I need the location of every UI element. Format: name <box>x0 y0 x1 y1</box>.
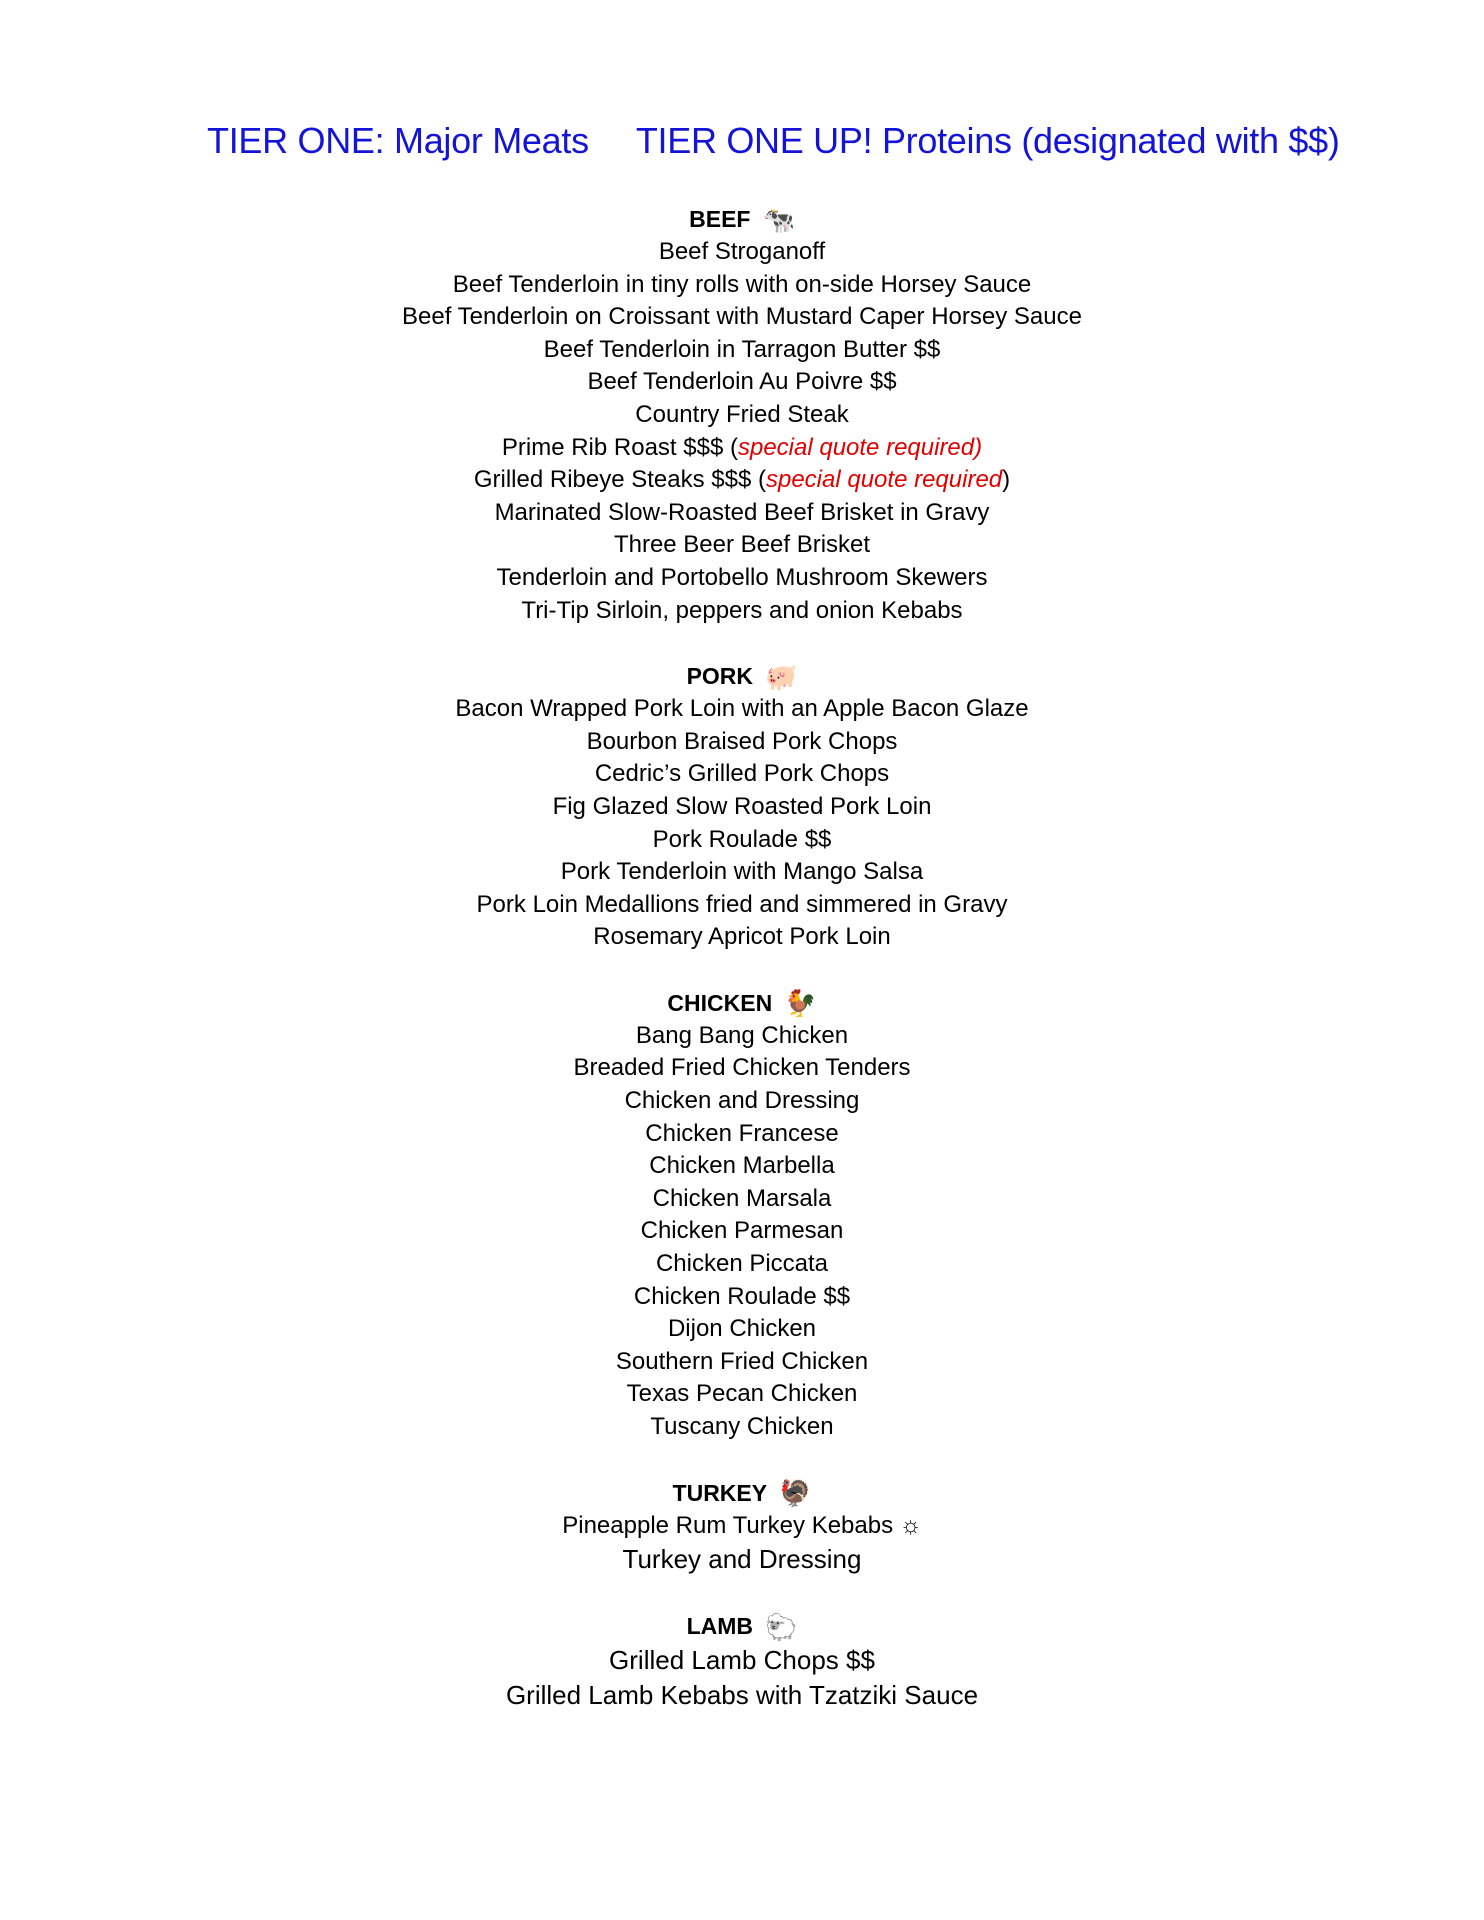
menu-item-text: Country Fried Steak <box>635 400 849 428</box>
menu-item-text: Bacon Wrapped Pork Loin with an Apple Bacon Glaze <box>455 695 1029 723</box>
section-lamb <box>0 1610 1484 1713</box>
menu-item <box>0 432 1484 465</box>
menu-item <box>0 1346 1484 1379</box>
menu-item <box>0 1678 1484 1713</box>
menu-item-text: Grilled Lamb Kebabs with Tzatziki Sauce <box>505 1680 979 1711</box>
menu-item-text: Tenderloin and Portobello Mushroom Skewers <box>496 563 988 591</box>
section-title: LAMB <box>686 1613 754 1640</box>
page-title <box>207 120 1378 162</box>
menu-item-text: Beef Tenderloin on Croissant with Mustard Caper Horsey Sauce <box>402 303 1082 331</box>
menu-item <box>0 1085 1484 1118</box>
menu-item-text: Chicken Francese <box>645 1119 839 1147</box>
menu-item <box>0 1643 1484 1678</box>
menu-item <box>0 1281 1484 1314</box>
section-turkey <box>0 1477 1484 1578</box>
menu-item <box>0 758 1484 791</box>
menu-item-text: Bourbon Braised Pork Chops <box>586 727 898 755</box>
section-heading-lamb <box>0 1610 1484 1643</box>
menu-item-text: Pork Loin Medallions fried and simmered in Gravy <box>476 890 1008 918</box>
menu-item-text: Tri-Tip Sirloin, peppers and onion Kebabs <box>521 596 963 624</box>
menu-item <box>0 1118 1484 1151</box>
chicken-icon: 🐓 <box>784 988 817 1019</box>
menu-item-text: Breaded Fried Chicken Tenders <box>573 1054 911 1082</box>
menu-item-text: Southern Fried Chicken <box>615 1347 869 1375</box>
menu-item <box>0 562 1484 595</box>
menu-item-text: Grilled Ribeye Steaks $$$ ( <box>473 466 766 494</box>
section-heading-chicken <box>0 987 1484 1020</box>
menu-item <box>0 529 1484 562</box>
menu-item <box>0 1020 1484 1053</box>
menu-list <box>0 203 1484 1746</box>
menu-item <box>0 236 1484 269</box>
special-quote-note: special quote required) <box>737 433 983 461</box>
menu-item-suffix: ) <box>1002 466 1011 494</box>
menu-item <box>0 464 1484 497</box>
menu-item-text: Prime Rib Roast $$$ ( <box>501 433 738 461</box>
menu-item <box>0 1510 1484 1543</box>
pig-icon: 🐖 <box>765 661 798 692</box>
section-heading-beef <box>0 203 1484 236</box>
menu-item-text: Cedric’s Grilled Pork Chops <box>594 760 890 788</box>
menu-item-text: Three Beer Beef Brisket <box>613 531 871 559</box>
menu-item-text: Marinated Slow-Roasted Beef Brisket in Gravy <box>494 498 990 526</box>
menu-item-text: Chicken Roulade $$ <box>633 1282 851 1310</box>
section-title: PORK <box>686 663 754 690</box>
menu-item <box>0 889 1484 922</box>
menu-item <box>0 1411 1484 1444</box>
menu-item-text: Beef Tenderloin Au Poivre $$ <box>587 368 897 396</box>
menu-item <box>0 791 1484 824</box>
menu-item-text: Pineapple Rum Turkey Kebabs ☼ <box>562 1511 922 1539</box>
menu-item <box>0 1183 1484 1216</box>
section-chicken <box>0 987 1484 1444</box>
menu-item <box>0 1542 1484 1577</box>
menu-item <box>0 824 1484 857</box>
menu-item-text: Chicken Marsala <box>652 1184 832 1212</box>
menu-item <box>0 595 1484 628</box>
menu-item-text: Beef Tenderloin in tiny rolls with on-side Horsey Sauce <box>452 270 1032 298</box>
section-heading-turkey <box>0 1477 1484 1510</box>
menu-item-text: Beef Stroganoff <box>658 238 826 265</box>
tier-one-up-title: TIER ONE UP! Proteins (designated with $$) <box>635 120 1340 161</box>
menu-item-text: Tuscany Chicken <box>650 1413 834 1440</box>
menu-item-text: Chicken Parmesan <box>640 1217 844 1245</box>
special-quote-note: special quote required <box>765 466 1003 494</box>
menu-item <box>0 1150 1484 1183</box>
menu-item-text: Fig Glazed Slow Roasted Pork Loin <box>552 792 932 820</box>
tier-one-title: TIER ONE: Major Meats <box>207 120 589 161</box>
menu-item <box>0 1052 1484 1085</box>
menu-item <box>0 269 1484 302</box>
menu-item <box>0 693 1484 726</box>
menu-item <box>0 856 1484 889</box>
sheep-icon: 🐑 <box>765 1611 798 1642</box>
menu-item-text: Chicken and Dressing <box>624 1087 860 1115</box>
menu-item <box>0 726 1484 759</box>
menu-item-text: Bang Bang Chicken <box>635 1021 849 1049</box>
turkey-icon: 🦃 <box>779 1478 812 1509</box>
menu-item <box>0 1248 1484 1281</box>
section-heading-pork <box>0 660 1484 693</box>
menu-item-text: Dijon Chicken <box>667 1315 817 1343</box>
menu-item <box>0 1313 1484 1346</box>
section-title: CHICKEN <box>667 989 773 1016</box>
menu-item-text: Grilled Lamb Chops $$ <box>609 1645 875 1676</box>
menu-item-text: Pork Tenderloin with Mango Salsa <box>560 858 924 886</box>
cow-icon: 🐄 <box>762 204 795 235</box>
menu-item <box>0 921 1484 954</box>
menu-item-text: Beef Tenderloin in Tarragon Butter $$ <box>543 335 941 363</box>
menu-item-text: Rosemary Apricot Pork Loin <box>593 923 891 951</box>
menu-item <box>0 1378 1484 1411</box>
section-pork <box>0 660 1484 954</box>
menu-item <box>0 497 1484 530</box>
menu-item-text: Turkey and Dressing <box>622 1544 862 1575</box>
section-beef <box>0 203 1484 627</box>
section-title: BEEF <box>689 206 751 232</box>
menu-item <box>0 399 1484 432</box>
menu-item-text: Chicken Marbella <box>649 1152 835 1180</box>
menu-item <box>0 1215 1484 1248</box>
section-title: TURKEY <box>672 1479 768 1506</box>
menu-item <box>0 301 1484 334</box>
menu-item-text: Texas Pecan Chicken <box>626 1380 858 1408</box>
menu-item-text: Pork Roulade $$ <box>652 825 832 853</box>
menu-item <box>0 334 1484 367</box>
menu-item-text: Chicken Piccata <box>655 1250 829 1278</box>
menu-item <box>0 366 1484 399</box>
